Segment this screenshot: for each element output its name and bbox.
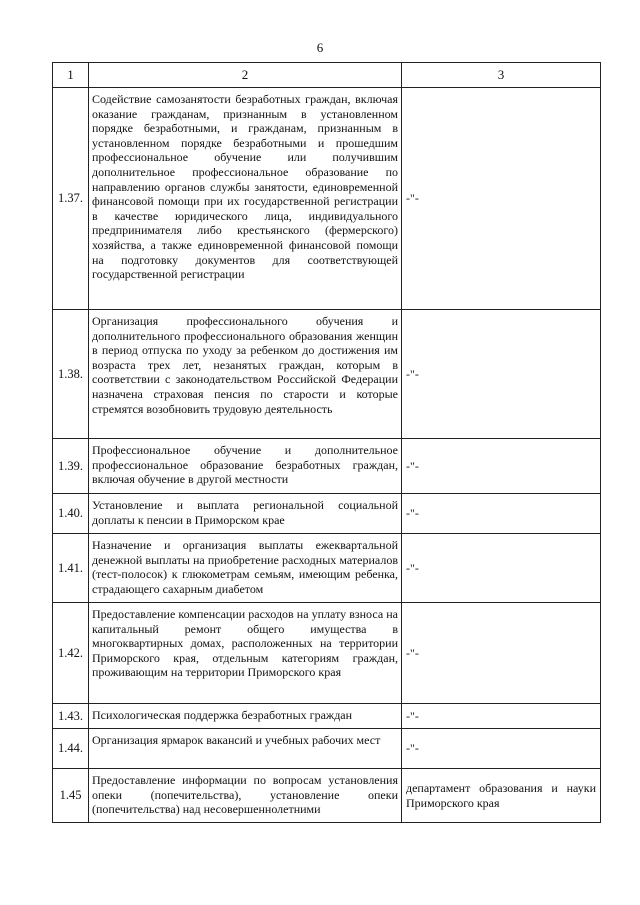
responsible-body: -"-: [402, 310, 601, 439]
service-description: Профессиональное обучение и дополнительное профессиональное образование безработных граждан, включая обучение в другой местности: [89, 439, 402, 494]
service-description: Организация профессионального обучения и дополнительного профессионального образования женщин в период отпуска по уходу за ребенком до достижения им возраста трех лет, незанятых граждан, которым в соответствии с законодательством Российской Федерации назначена страховая пенсия по старости и которые стремятся возобновить трудовую деятельность: [89, 310, 402, 439]
table-row: [53, 729, 601, 769]
table-row: [53, 494, 601, 534]
table-row: [53, 704, 601, 729]
table-row: [53, 439, 601, 494]
column-header-responsible: 3: [402, 63, 601, 88]
service-description: Психологическая поддержка безработных граждан: [89, 704, 402, 729]
responsible-body: -"-: [402, 439, 601, 494]
service-description: Назначение и организация выплаты ежеквартальной денежной выплаты на приобретение расходных материалов (тест-полосок) к глюкометрам семьям, имеющим ребенка, страдающего сахарным диабетом: [89, 534, 402, 603]
row-number: 1.42.: [53, 603, 89, 704]
service-description: Предоставление компенсации расходов на уплату взноса на капитальный ремонт общего имущества в многоквартирных домах, расположенных на территории Приморского края, отдельным категориям граждан, проживающим на территории Приморского края: [89, 603, 402, 704]
table-row: [53, 603, 601, 704]
service-description: Установление и выплата региональной социальной доплаты к пенсии в Приморском крае: [89, 494, 402, 534]
service-description: Содействие самозанятости безработных граждан, включая оказание гражданам, признанным в установленном порядке безработными, и гражданам, признанным в установленном порядке безработными и прошедшим профессиональное обучение или получившим дополнительное профессиональное образование по направлению органов службы занятости, единовременной финансовой помощи при их государственной регистрации в качестве юридического лица, индивидуального предпринимателя либо крестьянского (фермерского) хозяйства, а также единовременной финансовой помощи на подготовку документов для соответствующей государственной регистрации: [89, 88, 402, 310]
services-table: [52, 62, 601, 823]
column-header-service: 2: [89, 63, 402, 88]
responsible-body: -"-: [402, 534, 601, 603]
table-row: [53, 310, 601, 439]
service-description: Предоставление информации по вопросам установления опеки (попечительства), установление опеки (попечительства) над несовершеннолетними: [89, 769, 402, 823]
row-number: 1.44.: [53, 729, 89, 769]
responsible-body: -"-: [402, 88, 601, 310]
responsible-body: департамент образования и науки Приморского края: [402, 769, 601, 823]
table-header-row: [53, 63, 601, 88]
table-row: [53, 88, 601, 310]
responsible-body: -"-: [402, 494, 601, 534]
row-number: 1.37.: [53, 88, 89, 310]
row-number: 1.45: [53, 769, 89, 823]
table-row: [53, 534, 601, 603]
table-row: [53, 769, 601, 823]
responsible-body: -"-: [402, 603, 601, 704]
page-number: 6: [316, 40, 324, 55]
row-number: 1.43.: [53, 704, 89, 729]
service-description: Организация ярмарок вакансий и учебных рабочих мест: [89, 729, 402, 769]
row-number: 1.38.: [53, 310, 89, 439]
column-header-number: 1: [53, 63, 89, 88]
row-number: 1.39.: [53, 439, 89, 494]
responsible-body: -"-: [402, 704, 601, 729]
row-number: 1.40.: [53, 494, 89, 534]
row-number: 1.41.: [53, 534, 89, 603]
responsible-body: -"-: [402, 729, 601, 769]
